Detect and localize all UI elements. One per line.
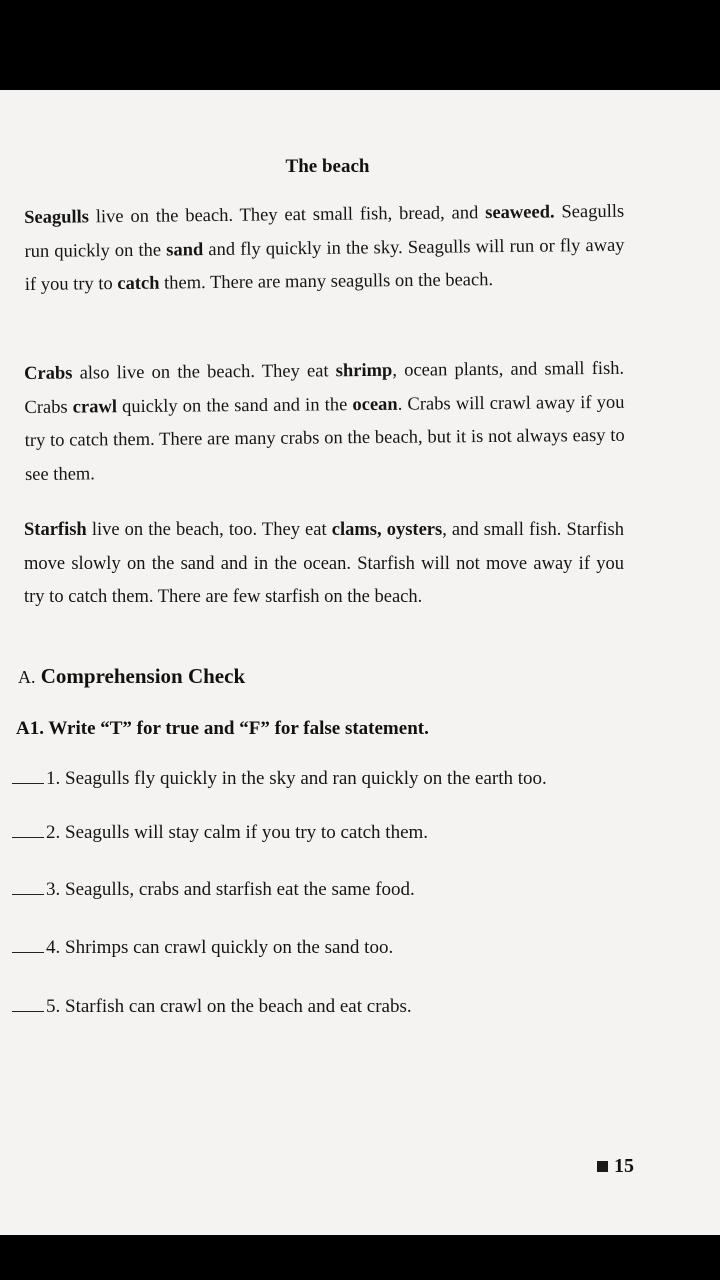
answer-blank[interactable]: [12, 894, 44, 895]
statement-text: 4. Shrimps can crawl quickly on the sand too.: [46, 937, 394, 958]
answer-blank[interactable]: [12, 783, 44, 784]
paragraph-crabs: [24, 353, 625, 492]
keyword: clams, oysters: [331, 520, 443, 540]
keyword: Starfish: [24, 520, 87, 540]
statement-text: 1. Seagulls fly quickly in the sky and ran quickly on the earth too.: [46, 768, 547, 789]
page-footer: [597, 1155, 634, 1178]
section-heading: [18, 664, 245, 689]
text-run: live on the beach. They eat small fish, bread, and: [88, 203, 486, 228]
text-run: . Crabs will crawl away if you try to catch them. There are many crabs on the beach, but it is not always easy to see them.: [24, 392, 625, 485]
statement-1: [12, 768, 547, 790]
keyword: shrimp: [335, 360, 393, 382]
section-letter: A.: [18, 667, 36, 687]
keyword: Seagulls: [24, 207, 90, 228]
answer-blank[interactable]: [12, 952, 44, 953]
statement-3: [12, 879, 415, 901]
paragraph-starfish: [24, 514, 624, 615]
text-run: , ocean plants, and small fish. Crabs: [24, 358, 625, 418]
statement-5: [12, 996, 412, 1018]
instruction: A1. Write “T” for true and “F” for false statement.: [16, 718, 429, 739]
text-run: and fly quickly in the sky. Seagulls will run or fly away if you try to: [24, 235, 625, 295]
statement-text: 5. Starfish can crawl on the beach and eat crabs.: [46, 996, 412, 1017]
keyword: sand: [166, 239, 204, 261]
text-run: them. There are many seagulls on the beach.: [159, 270, 494, 294]
statement-text: 2. Seagulls will stay calm if you try to catch them.: [46, 822, 429, 843]
document-page: [0, 90, 720, 1235]
page-number: 15: [614, 1155, 634, 1177]
keyword: ocean: [352, 394, 398, 415]
text-run: live on the beach, too. They eat: [86, 520, 332, 540]
page-title: The beach: [285, 156, 370, 177]
answer-blank[interactable]: [12, 1011, 44, 1012]
statement-4: [12, 937, 393, 959]
keyword: catch: [117, 273, 160, 295]
text-run: Seagulls run quickly on the: [24, 201, 625, 262]
keyword: seaweed.: [485, 202, 555, 224]
keyword: Crabs: [24, 363, 73, 384]
text-run: quickly on the sand and in the: [116, 394, 353, 417]
text-run: also live on the beach. They eat: [72, 361, 336, 384]
square-bullet-icon: [597, 1161, 608, 1172]
answer-blank[interactable]: [12, 837, 44, 838]
paragraph-seagulls: [24, 196, 625, 303]
statement-text: 3. Seagulls, crabs and starfish eat the same food.: [46, 879, 415, 900]
text-run: , and small fish. Starfish move slowly on the sand and in the ocean. Starfish will not move away if you try to catch them. There are few starfish on the beach.: [24, 520, 624, 607]
section-title: Comprehension Check: [40, 664, 246, 688]
keyword: crawl: [72, 396, 118, 418]
statement-2: [12, 822, 428, 844]
